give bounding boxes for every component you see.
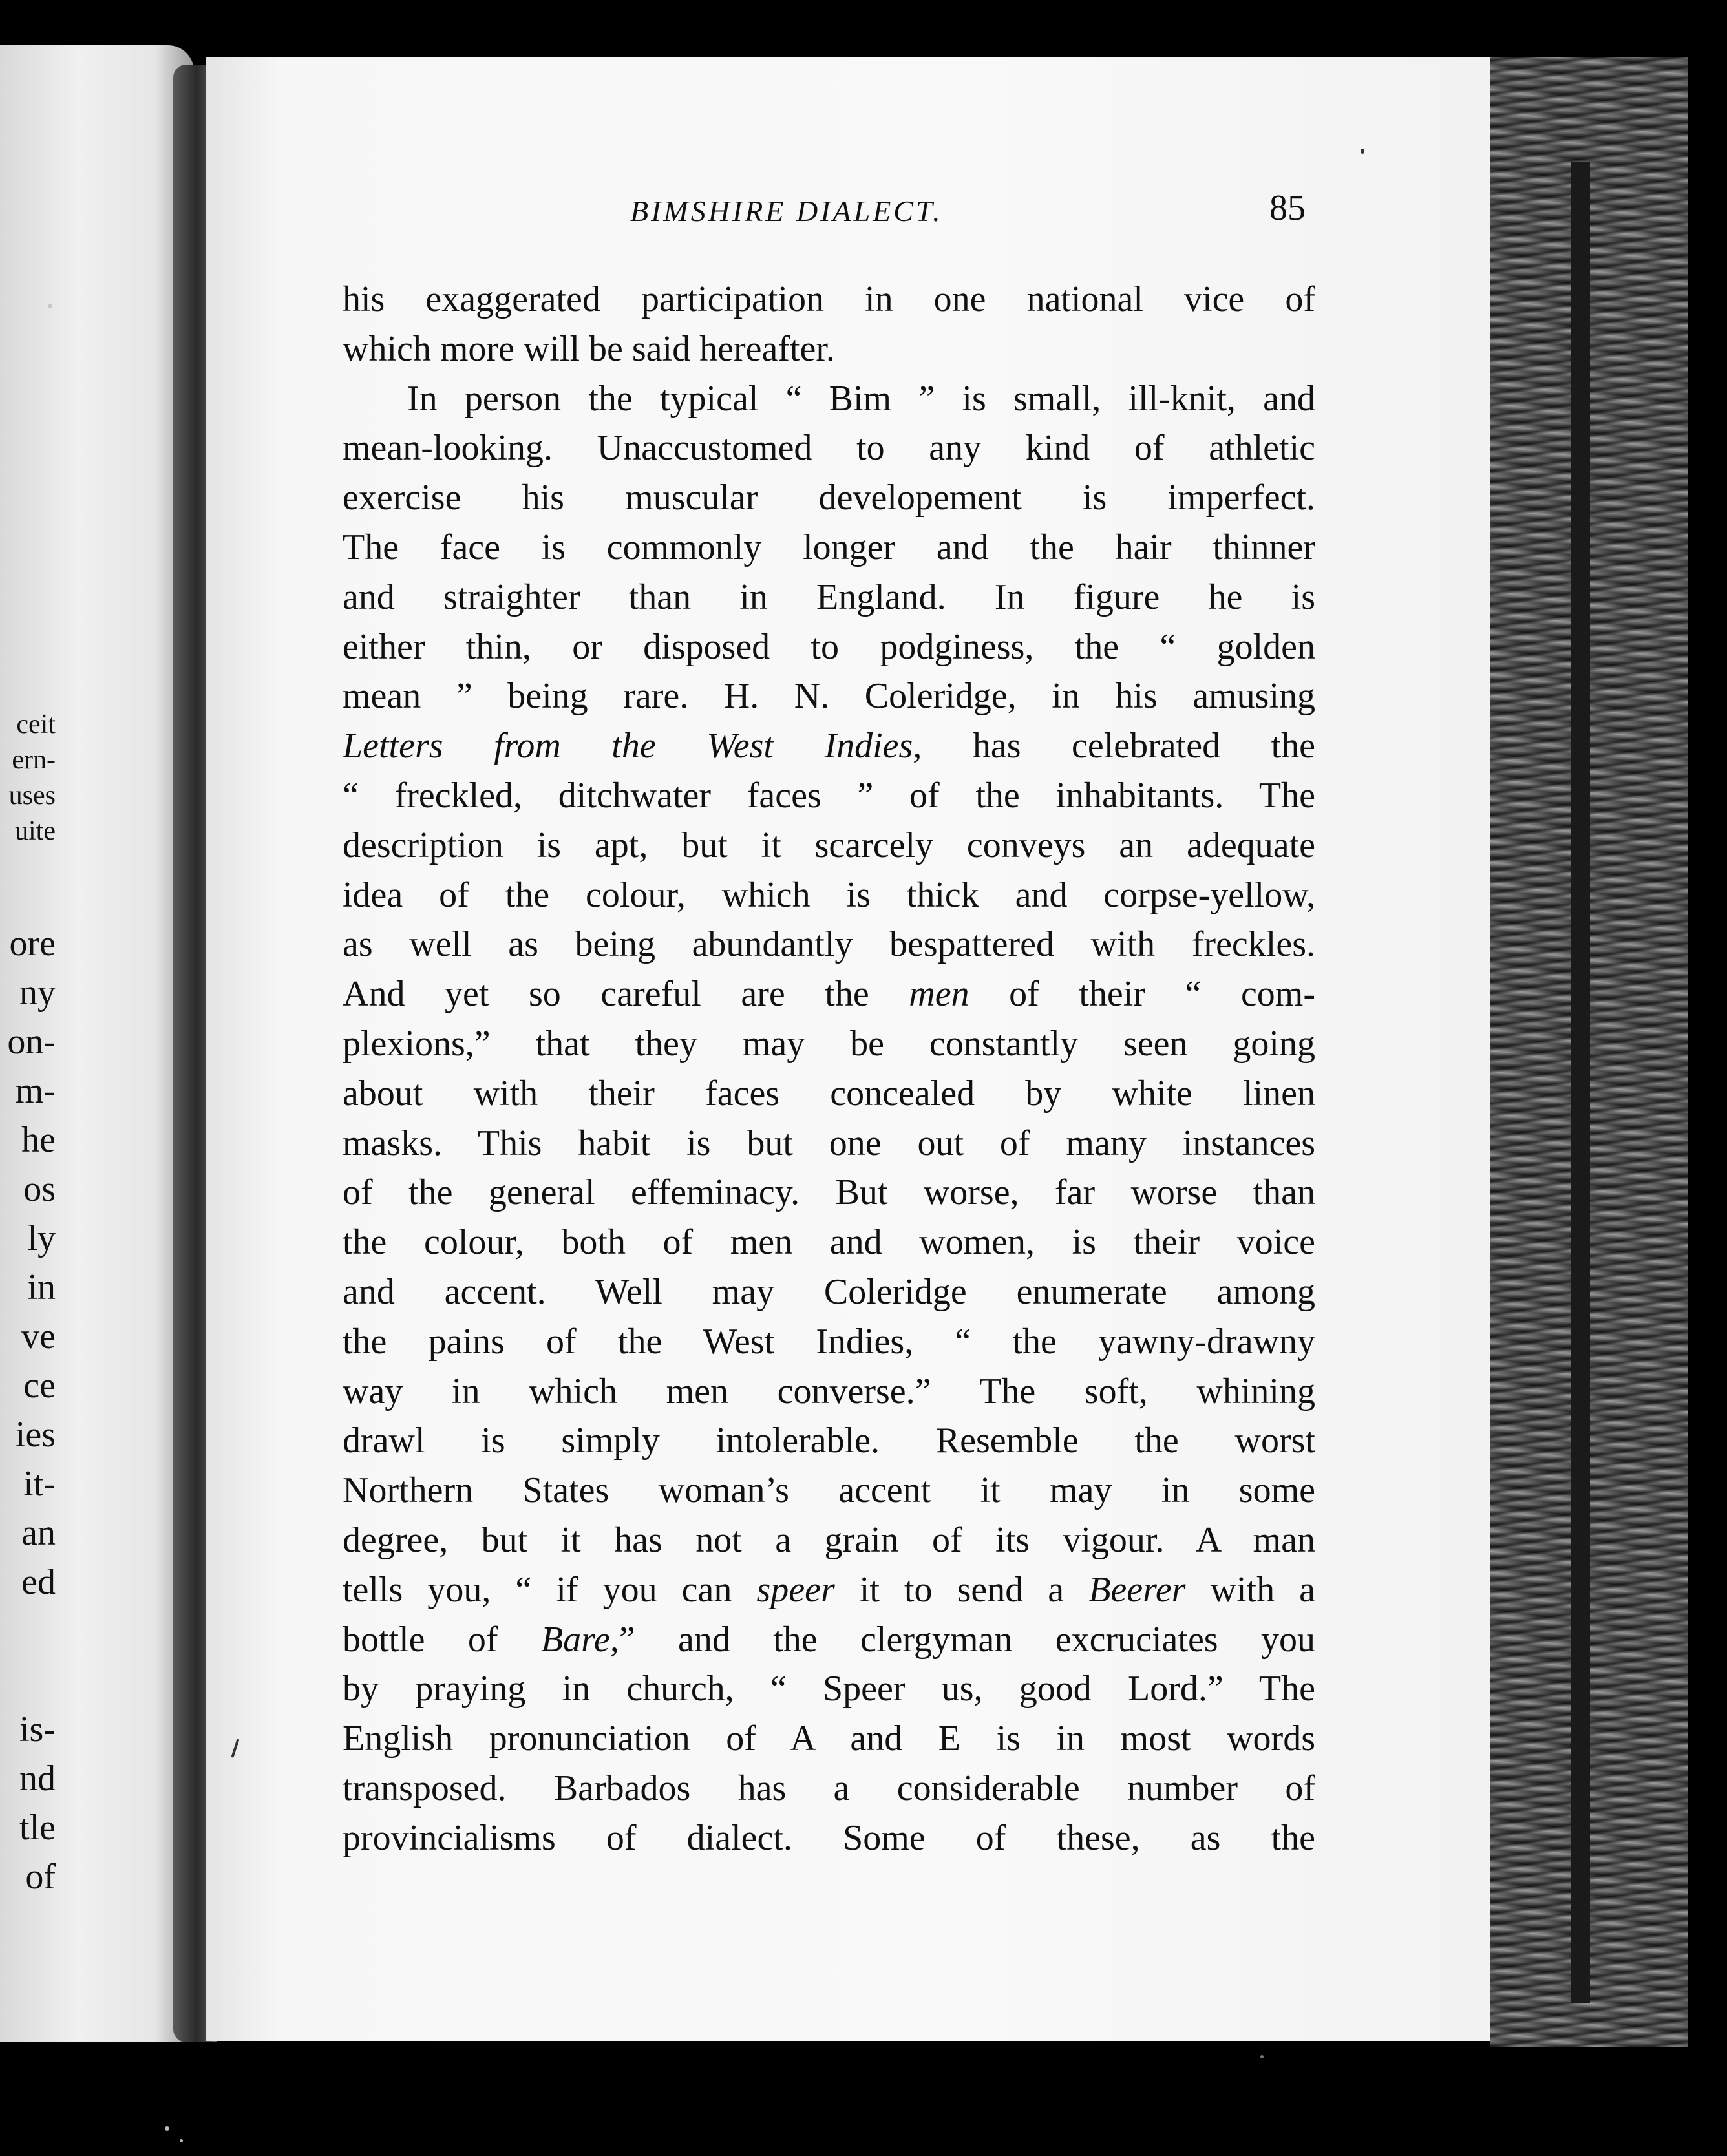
- running-head-title: BIMSHIRE DIALECT.: [630, 195, 943, 227]
- text-line: about with their faces concealed by white linen: [343, 1073, 1315, 1114]
- text-line: masks. This habit is but one out of many instances: [343, 1123, 1315, 1163]
- left-fragment: tle: [19, 1808, 56, 1848]
- text-line: Northern States woman’s accent it may in some: [343, 1470, 1315, 1511]
- left-fragment: ce: [23, 1366, 56, 1406]
- left-fragment: ly: [27, 1218, 56, 1258]
- text-line: the colour, both of men and women, is their voice: [343, 1222, 1315, 1263]
- text-line: The face is commonly longer and the hair thinner: [343, 527, 1315, 567]
- left-fragment: nd: [19, 1759, 56, 1799]
- left-fragment: ore: [9, 924, 56, 964]
- text-line: “ freckled, ditchwater faces ” of the inhabitants. The: [343, 775, 1315, 816]
- left-page-text-fragments: [0, 45, 194, 2042]
- text-line: either thin, or disposed to podginess, the “ golden: [343, 626, 1315, 667]
- scan-speck: [1361, 149, 1364, 154]
- left-fragment: is-: [19, 1709, 56, 1749]
- text-line: of the general effeminacy. But worse, far worse than: [343, 1172, 1315, 1213]
- left-fragment: ceit: [16, 710, 56, 739]
- page-number: 85: [1269, 188, 1306, 228]
- left-facing-page: [0, 45, 194, 2042]
- left-fragment: in: [27, 1267, 56, 1307]
- text-line-with-italic-title: Letters from the West Indies, has celebrated the: [343, 726, 1315, 766]
- left-fragment: of: [25, 1857, 56, 1897]
- text-line: and accent. Well may Coleridge enumerate among: [343, 1271, 1315, 1312]
- text-line: plexions,” that they may be constantly seen going: [343, 1023, 1315, 1064]
- left-fragment: ny: [19, 973, 56, 1013]
- left-fragment: ve: [21, 1316, 56, 1357]
- left-fragment: ed: [21, 1562, 56, 1602]
- left-fragment: it-: [23, 1464, 56, 1504]
- text-line: provincialisms of dialect. Some of these, as the: [343, 1817, 1315, 1858]
- text-line: degree, but it has not a grain of its vigour. A man: [343, 1519, 1315, 1560]
- scan-speck: [180, 2139, 183, 2142]
- body-text: [343, 275, 1315, 1863]
- text-line: and straighter than in England. In figure he is: [343, 576, 1315, 617]
- text-line: mean-looking. Unaccustomed to any kind of athletic: [343, 428, 1315, 469]
- left-fragment: an: [21, 1513, 56, 1553]
- left-fragment: uite: [15, 816, 56, 846]
- text-line-with-italic-words: tells you, “ if you can speer it to send a Beerer with a: [343, 1569, 1315, 1610]
- text-line: his exaggerated participation in one national vice of: [343, 279, 1315, 319]
- text-line: as well as being abundantly bespattered with freckles.: [343, 924, 1315, 965]
- text-line: way in which men converse.” The soft, whining: [343, 1371, 1315, 1411]
- left-fragment: os: [23, 1169, 56, 1209]
- text-line-with-italic-word: And yet so careful are the men of their “ com-: [343, 974, 1315, 1015]
- text-line: drawl is simply intolerable. Resemble the worst: [343, 1421, 1315, 1461]
- text-line: transposed. Barbados has a considerable number of: [343, 1768, 1315, 1808]
- fore-edge-shadow-band: [1571, 162, 1590, 2003]
- text-line: In person the typical “ Bim ” is small, ill-knit, and: [407, 378, 1315, 419]
- left-fragment: m-: [15, 1071, 56, 1111]
- text-line: mean ” being rare. H. N. Coleridge, in his amusing: [343, 676, 1315, 717]
- text-line: description is apt, but it scarcely conveys an adequate: [343, 825, 1315, 865]
- text-line: idea of the colour, which is thick and corpse-yellow,: [343, 874, 1315, 915]
- text-line: by praying in church, “ Speer us, good Lord.” The: [343, 1669, 1315, 1709]
- scan-speck: [1260, 2055, 1264, 2058]
- left-fragment: on-: [7, 1022, 56, 1062]
- text-line: English pronunciation of A and E is in most words: [343, 1718, 1315, 1759]
- text-line: which more will be said hereafter.: [343, 328, 835, 369]
- left-fragment: ies: [15, 1415, 56, 1455]
- left-fragment: uses: [8, 781, 56, 810]
- text-line: exercise his muscular developement is imperfect.: [343, 478, 1315, 518]
- scan-speck: [165, 2126, 169, 2131]
- text-line-with-italic-word: bottle of Bare,” and the clergyman excruciates you: [343, 1619, 1315, 1660]
- left-fragment: he: [21, 1120, 56, 1160]
- left-page-ghost-mark: .: [47, 276, 56, 316]
- left-fragment: ern-: [12, 745, 56, 775]
- text-line: the pains of the West Indies, “ the yawny-drawny: [343, 1321, 1315, 1362]
